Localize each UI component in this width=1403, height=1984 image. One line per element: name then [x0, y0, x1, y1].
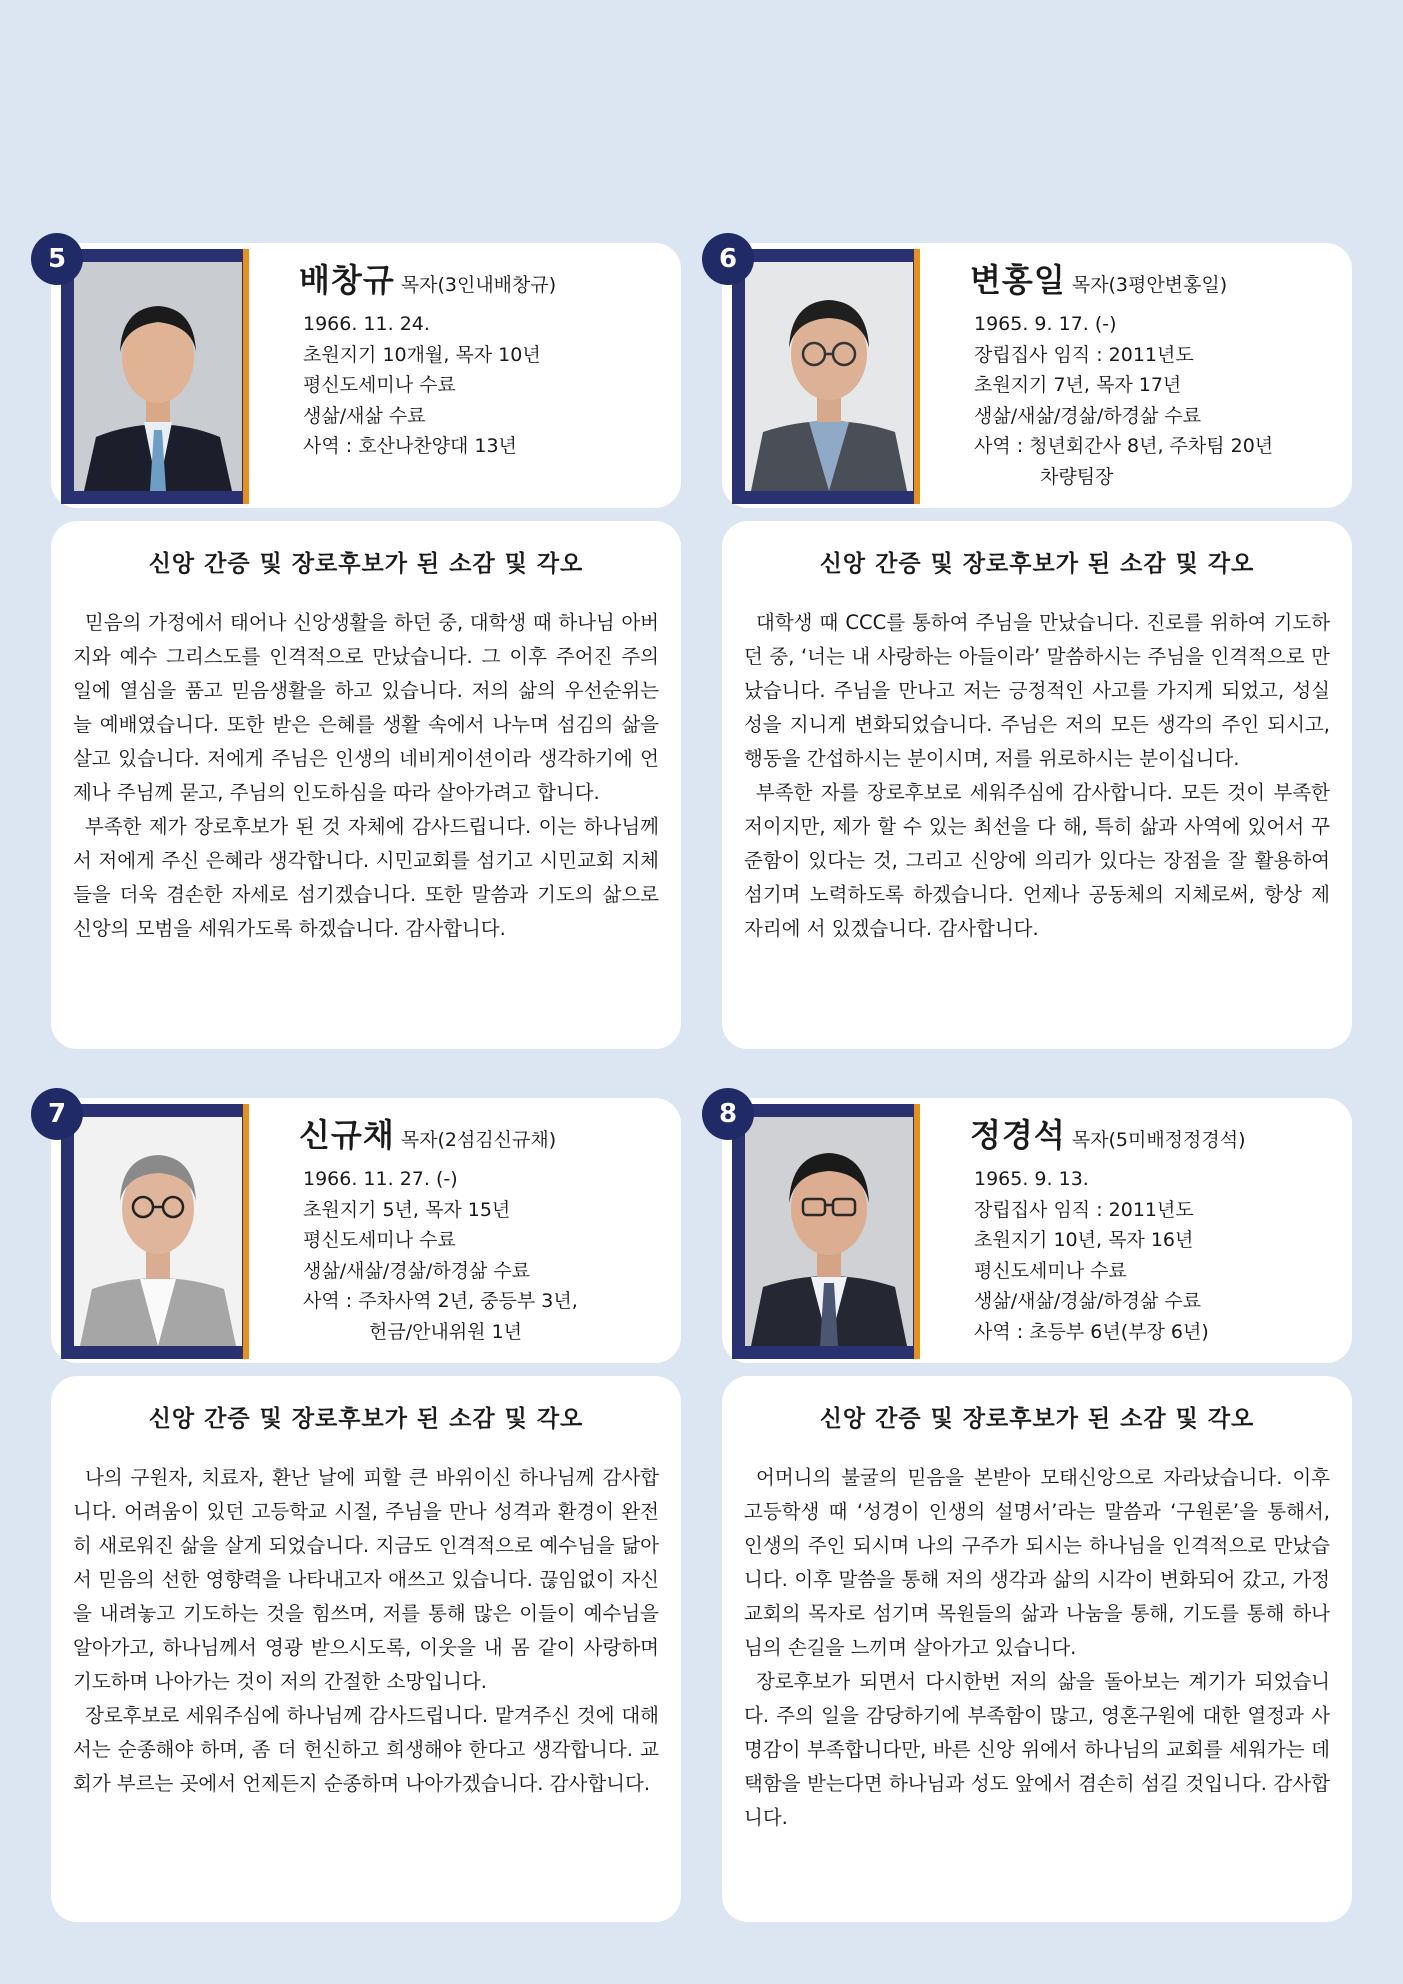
testimony-card: [722, 1376, 1352, 1922]
detail-line: 초원지기 5년, 목자 15년: [303, 1198, 511, 1221]
name-line: [970, 255, 1227, 301]
detail-line: 평신도세미나 수료: [303, 374, 456, 396]
person-role: 목자(5미배정정경석): [1071, 1129, 1246, 1151]
person-name: 변홍일: [970, 261, 1066, 299]
detail-line: 생삶/새삶/경삶/하경삶 수료: [303, 1259, 531, 1282]
testimony-paragraph: 믿음의 가정에서 태어나 신앙생활을 하던 중, 대학생 때 하나님 아버지와 예수 그리스도를 인격적으로 만났습니다. 그 이후 주어진 주의 일에 열심을 품고 믿음생활을 하고 있습니다. 저의 삶의 우선순위는 늘 예배였습니다. 또한 받은 은혜를 생활 속에서 나누며 섬김의 삶을 살고 있습니다. 저에게 주님은 인생의 네비게이션이라 생각하기에 언제나 주님께 묻고, 주님의 인도하심을 따라 살아가려고 합니다.: [73, 611, 659, 804]
testimony-title: 신앙 간증 및 장로후보가 된 소감 및 각오: [819, 1406, 1255, 1432]
details-list: [303, 1164, 578, 1347]
person-role: 목자(3인내배창규): [400, 274, 557, 296]
testimony-paragraph: 부족한 제가 장로후보가 된 것 자체에 감사드립니다. 이는 하나님께서 저에게 주신 은혜라 생각합니다. 시민교회를 섬기고 시민교회 지체들을 더욱 겸손한 자세로 섬기겠습니다. 또한 말씀과 기도의 삶으로 신앙의 모범을 세워가도록 하겠습니다. 감사합니다.: [73, 815, 659, 940]
person-role: 목자(3평안변홍일): [1071, 274, 1228, 296]
detail-line: 초원지기 7년, 목자 17년: [974, 374, 1182, 396]
testimony-card: [51, 1376, 681, 1922]
detail-line: 장립집사 임직 : 2011년도: [974, 1198, 1194, 1221]
detail-line: 초원지기 10년, 목자 16년: [974, 1229, 1194, 1251]
detail-line: 평신도세미나 수료: [303, 1229, 456, 1251]
detail-line: 1966. 11. 24.: [303, 313, 430, 335]
detail-line: 평신도세미나 수료: [974, 1259, 1127, 1282]
photo-frame: [61, 1104, 249, 1359]
testimony-title: 신앙 간증 및 장로후보가 된 소감 및 각오: [819, 551, 1255, 577]
number-badge: 5: [31, 233, 83, 285]
detail-line: 생삶/새삶/경삶/하경삶 수료: [974, 404, 1202, 427]
portrait-photo: [745, 1117, 913, 1346]
detail-line-continued: 헌금/안내위원 1년: [369, 1320, 523, 1343]
detail-line: 사역 : 청년회간사 8년, 주차팀 20년: [974, 435, 1274, 457]
detail-line: 사역 : 호산나찬양대 13년: [303, 435, 517, 457]
portrait-photo: [74, 1117, 242, 1346]
name-line: [299, 255, 556, 301]
detail-line: 생삶/새삶 수료: [303, 404, 426, 427]
detail-line: 사역 : 초등부 6년(부장 6년): [974, 1320, 1209, 1343]
portrait-photo: [745, 262, 913, 491]
photo-frame: [732, 249, 920, 504]
detail-line: 초원지기 10개월, 목자 10년: [303, 343, 541, 366]
person-name: 정경석: [970, 1116, 1066, 1154]
person-role: 목자(2섬김신규채): [400, 1129, 557, 1151]
testimony-paragraph: 장로후보로 세워주심에 하나님께 감사드립니다. 맡겨주신 것에 대해서는 순종해야 하며, 좀 더 헌신하고 희생해야 한다고 생각합니다. 교회가 부르는 곳에서 언제든지 순종하며 나아가겠습니다. 감사합니다.: [73, 1704, 659, 1795]
detail-line: 1965. 9. 17. (-): [974, 313, 1117, 335]
portrait-photo: [74, 262, 242, 491]
person-name: 신규채: [299, 1116, 395, 1154]
person-name: 배창규: [299, 261, 395, 299]
name-line: [970, 1110, 1246, 1156]
name-line: [299, 1110, 556, 1156]
details-list: [974, 309, 1273, 492]
testimony-title: 신앙 간증 및 장로후보가 된 소감 및 각오: [148, 551, 584, 577]
number-badge: 6: [702, 233, 754, 285]
testimony-card: [51, 521, 681, 1049]
detail-line: 장립집사 임직 : 2011년도: [974, 343, 1194, 366]
number-badge: 7: [31, 1088, 83, 1140]
details-list: [974, 1164, 1209, 1347]
photo-frame: [61, 249, 249, 504]
detail-line-continued: 차량팀장: [1040, 465, 1114, 488]
detail-line: 1966. 11. 27. (-): [303, 1168, 458, 1190]
testimony-paragraph: 나의 구원자, 치료자, 환난 날에 피할 큰 바위이신 하나님께 감사합니다. 어려움이 있던 고등학교 시절, 주님을 만나 성격과 환경이 완전히 새로워진 삶을 살게 되었습니다. 지금도 인격적으로 예수님을 닮아서 믿음의 선한 영향력을 나타내고자 애쓰고 있습니다. 끊임없이 자신을 내려놓고 기도하는 것을 힘쓰며, 저를 통해 많은 이들이 예수님을 알아가고, 하나님께서 영광 받으시도록, 이웃을 내 몸 같이 사랑하며 기도하며 나아가는 것이 저의 간절한 소망입니다.: [73, 1466, 659, 1693]
detail-line: 사역 : 주차사역 2년, 중등부 3년,: [303, 1290, 578, 1312]
testimony-paragraph: 대학생 때 CCC를 통하여 주님을 만났습니다. 진로를 위하여 기도하던 중, ‘너는 내 사랑하는 아들이라’ 말씀하시는 주님을 인격적으로 만났습니다. 주님을 만나고 저는 긍정적인 사고를 가지게 되었고, 성실성을 지니게 변화되었습니다. 주님은 저의 모든 생각의 주인 되시고, 행동을 간섭하시는 분이시며, 저를 위로하시는 분이십니다.: [744, 611, 1330, 770]
details-list: [303, 309, 541, 462]
detail-line: 생삶/새삶/경삶/하경삶 수료: [974, 1290, 1202, 1312]
testimony-title: 신앙 간증 및 장로후보가 된 소감 및 각오: [148, 1406, 584, 1432]
photo-frame: [732, 1104, 920, 1359]
detail-line: 1965. 9. 13.: [974, 1168, 1089, 1190]
testimony-paragraph: 장로후보가 되면서 다시한번 저의 삶을 돌아보는 계기가 되었습니다. 주의 일을 감당하기에 부족함이 많고, 영혼구원에 대한 열정과 사명감이 부족합니다만, 바른 신앙 위에서 하나님의 교회를 세워가는 데 택함을 받는다면 하나님과 성도 앞에서 겸손히 섬길 것입니다. 감사합니다.: [744, 1670, 1330, 1829]
testimony-paragraph: 어머니의 불굴의 믿음을 본받아 모태신앙으로 자라났습니다. 이후 고등학생 때 ‘성경이 인생의 설명서’라는 말씀과 ‘구원론’을 통해서, 인생의 주인 되시며 나의 구주가 되시는 하나님을 인격적으로 만났습니다. 이후 말씀을 통해 저의 생각과 삶의 시각이 변화되어 갔고, 가정교회의 목자로 섬기며 목원들의 삶과 나눔을 통해, 기도를 통해 하나님의 손길을 느끼며 살아가고 있습니다.: [744, 1466, 1330, 1659]
testimony-card: [722, 521, 1352, 1049]
testimony-paragraph: 부족한 자를 장로후보로 세워주심에 감사합니다. 모든 것이 부족한 저이지만, 제가 할 수 있는 최선을 다 해, 특히 삶과 사역에 있어서 꾸준함이 있다는 것, 그리고 신앙에 의리가 있다는 장점을 잘 활용하여 섬기며 노력하도록 하겠습니다. 언제나 공동체의 지체로써, 항상 제 자리에 서 있겠습니다. 감사합니다.: [744, 781, 1330, 940]
number-badge: 8: [702, 1088, 754, 1140]
